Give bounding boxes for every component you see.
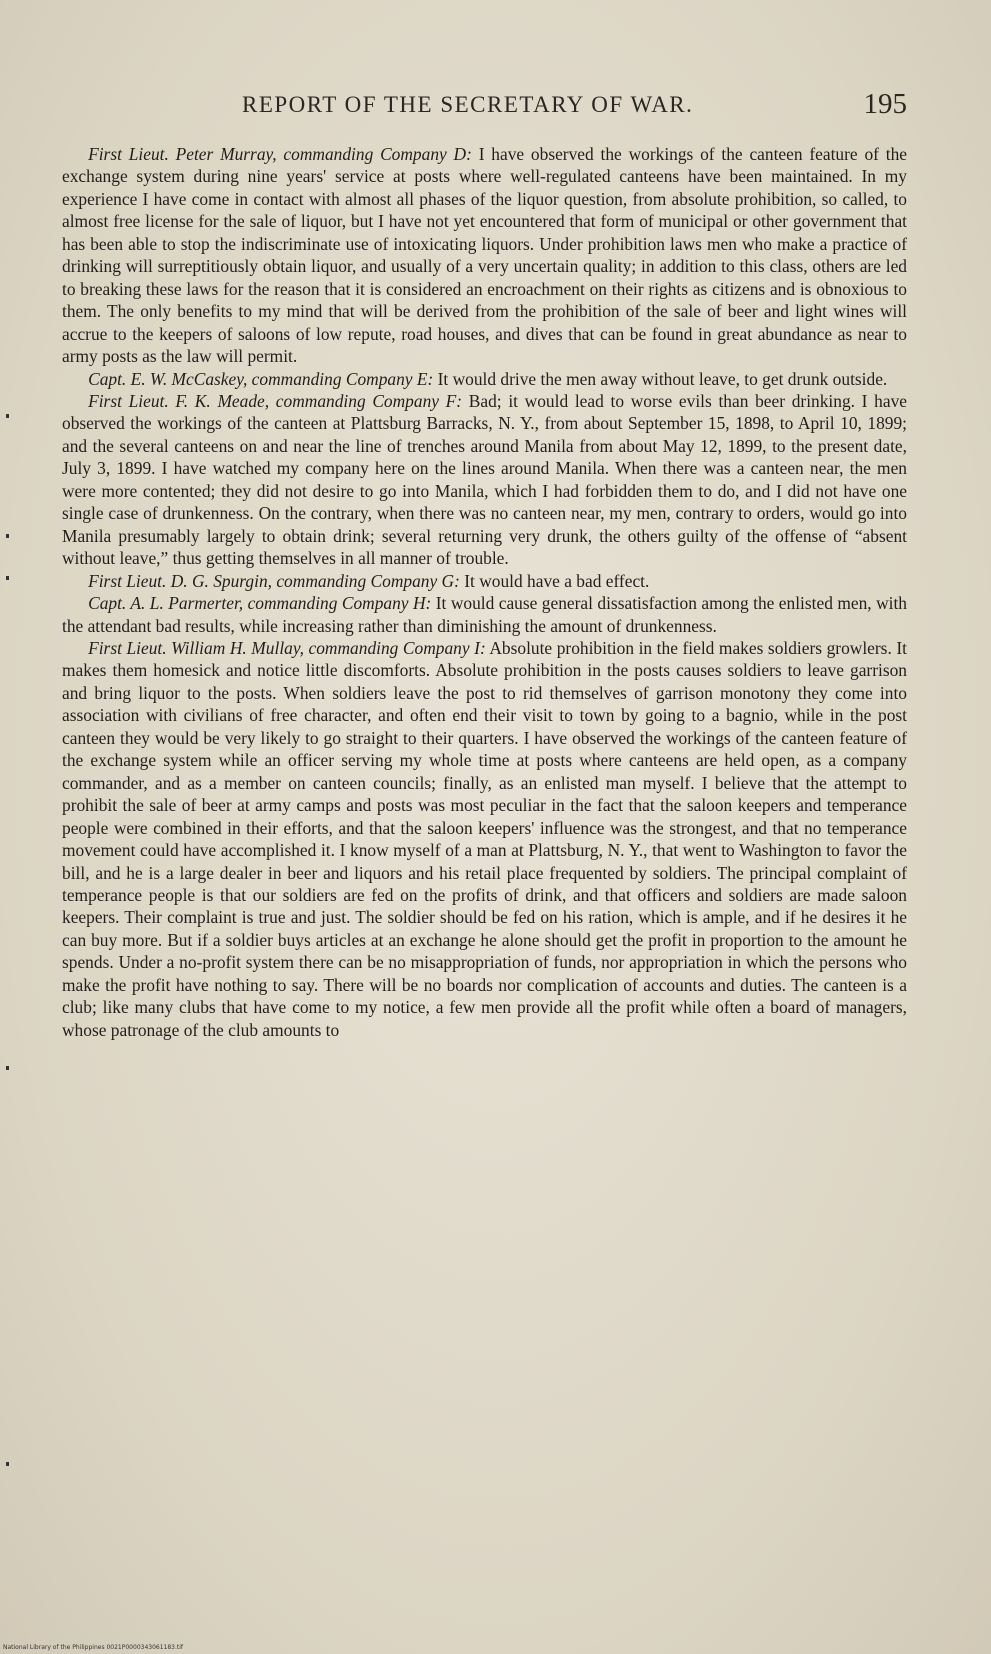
paragraph-text: Bad; it would lead to worse evils than beer drinking. I have observed the workings of the canteen at Plattsburg Barracks, N. Y., from about September 15, 1898, to April 10, 1899; and the several canteens on and near the line of trenches around Manila from about May 12, 1899, to the present date, July 3, 1899. I have watched my company here on the lines around Manila. When there was a canteen near, the men were more contented; they did not desire to go into Manila, which I had forbidden them to do, and I did not have one single case of drunkenness. On the contrary, when there was no canteen near, my men, contrary to orders, would go into Manila presumably largely to obtain drink; several returning very drunk, the others guilty of the offense of “absent without leave,” thus getting themselves in all manner of trouble.: [62, 390, 907, 569]
paragraph-company-h: [62, 592, 907, 637]
report-body: [62, 143, 907, 1041]
officer-name: Capt. A. L. Parmerter, commanding Company H:: [88, 593, 432, 614]
margin-mark: [6, 1462, 9, 1466]
margin-mark: [6, 1066, 9, 1070]
paragraph-company-i: [62, 637, 907, 1041]
paragraph-text: Absolute prohibition in the field makes soldiers growlers. It makes them homesick and notice little discomforts. Absolute prohibition in the posts causes soldiers to leave garrison and bring liquor to the posts. When soldiers leave the post to rid themselves of garrison monotony they come into association with civilians of free character, and often end their visit to town by going to a bagnio, while in the post canteen they would be very likely to go straight to their quarters. I have observed the workings of the canteen feature of the exchange system while an officer serving my whole time at posts where canteens are held open, as a company commander, and as a member on canteen councils; finally, as an enlisted man myself. I believe that the attempt to prohibit the sale of beer at army camps and posts was most peculiar in the fact that the saloon keepers and temperance people were combined in their efforts, and that the saloon keepers' influence was the strongest, and that no temperance movement could have accomplished it. I know myself of a man at Plattsburg, N. Y., that went to Washington to favor the bill, and he is a large dealer in beer and liquors and his retail place frequented by soldiers. The principal complaint of temperance people is that our soldiers are fed on the profits of drink, and that officers and soldiers are made saloon keepers. Their complaint is true and just. The soldier should be fed on his ration, which is ample, and if he desires it he can buy more. But if a soldier buys articles at an exchange he alone should get the profit in proportion to the amount he spends. Under a no-profit system there can be no misappropriation of funds, nor appropriation in which the persons who make the profit have nothing to say. There will be no boards nor complication of accounts and duties. The canteen is a club; like many clubs that have come to my notice, a few men provide all the profit while often a board of managers, whose patronage of the club amounts to: [62, 637, 907, 1040]
paragraph-company-d: [62, 143, 907, 368]
page-header: [62, 88, 907, 132]
scan-credit: National Library of the Philippines 0021P0000343061183.tif: [3, 1644, 184, 1651]
paragraph-text: I have observed the workings of the canteen feature of the exchange system during nine years' service at posts where well-regulated canteens have been maintained. In my experience I have come in contact with almost all phases of the liquor question, from absolute prohibition, so called, to almost free license for the sale of liquor, but I have not yet encountered that form of municipal or other government that has been able to stop the indiscriminate use of intoxicating liquors. Under prohibition laws men who make a practice of drinking will surreptitiously obtain liquor, and usually of a very uncertain quality; in addition to this class, others are led to breaking these laws for the reason that it is considered an encroachment on their rights as citizens and is obnoxious to them. The only benefits to my mind that will be derived from the prohibition of the sale of beer and light wines will accrue to the keepers of saloons of low repute, road houses, and dives that can be found in great abundance as near to army posts as the law will permit.: [62, 144, 907, 367]
margin-mark: [6, 576, 9, 580]
officer-name: First Lieut. William H. Mullay, commanding Company I:: [88, 637, 486, 658]
officer-name: First Lieut. D. G. Spurgin, commanding Company G:: [88, 570, 460, 591]
margin-mark: [6, 534, 9, 538]
paragraph-text: It would cause general dissatisfaction among the enlisted men, with the attendant bad results, while increasing rather than diminishing the amount of drunkenness.: [62, 593, 907, 636]
page-number: 195: [863, 88, 907, 120]
paragraph-company-g: [62, 570, 907, 592]
margin-mark: [6, 414, 9, 418]
officer-name: Capt. E. W. McCaskey, commanding Company E:: [88, 368, 434, 389]
paragraph-company-f: [62, 390, 907, 570]
officer-name: First Lieut. F. K. Meade, commanding Company F:: [88, 390, 463, 411]
running-title: REPORT OF THE SECRETARY OF WAR.: [242, 92, 694, 117]
paragraph-text: It would have a bad effect.: [459, 570, 650, 591]
paragraph-company-e: [62, 368, 907, 390]
officer-name: First Lieut. Peter Murray, commanding Company D:: [88, 144, 472, 164]
paragraph-text: It would drive the men away without leave, to get drunk outside.: [433, 368, 888, 389]
